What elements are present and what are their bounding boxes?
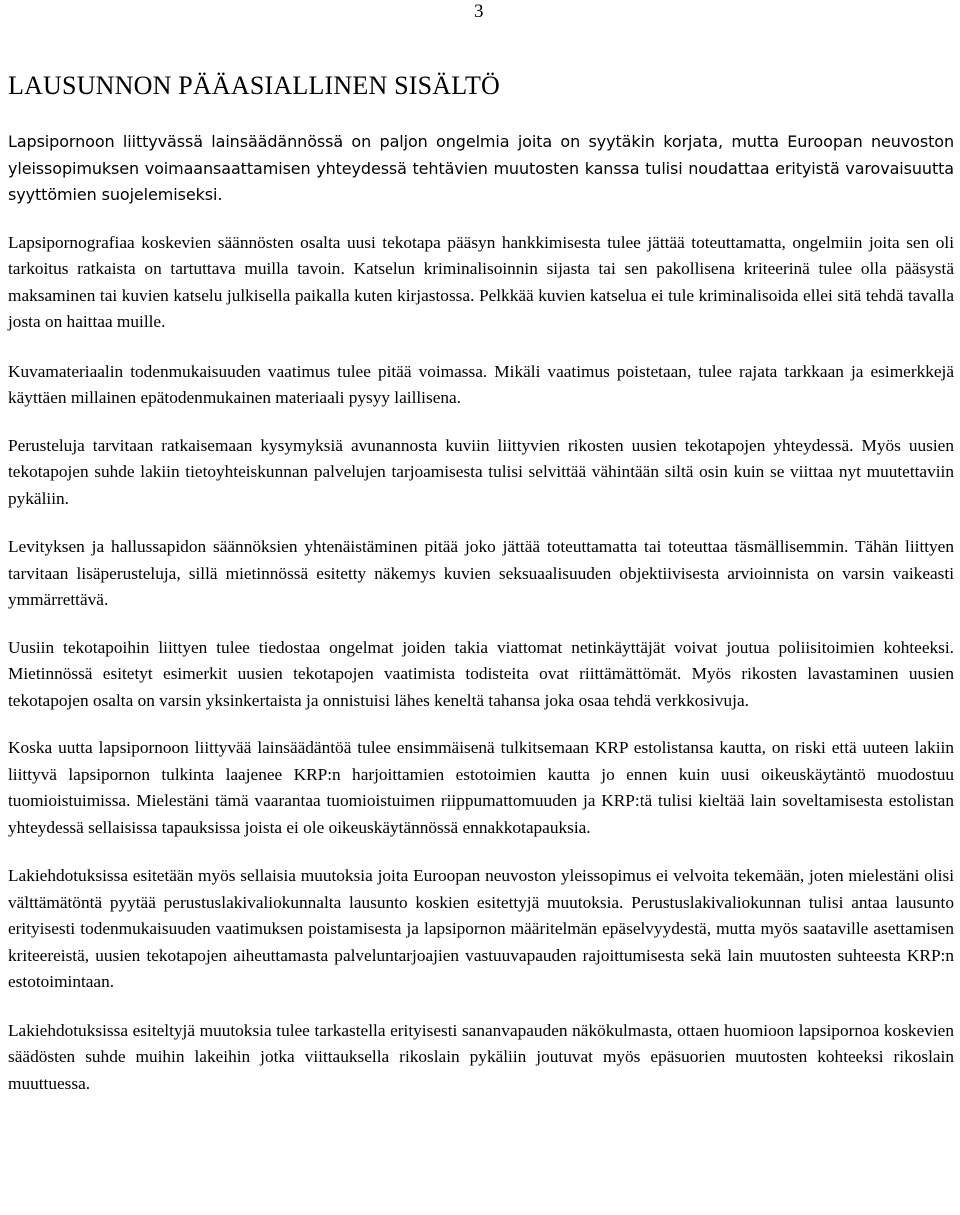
paragraph-distribution-possession: Levityksen ja hallussapidon säännöksien yhtenäistäminen pitää joko jättää toteuttamatta tai toteuttaa täsmällisemmin. Tähän liittyen tarvitaan lisäperusteluja, sillä mietinnössä esitetty näkemys kuvien seksuaalisuuden objektiivisesta arvioinnista on varsin vaikeasti ymmärrettävä. (8, 537, 954, 609)
section-heading: LAUSUNNON PÄÄASIALLINEN SISÄLTÖ (8, 71, 501, 100)
paragraph-realism-requirement: Kuvamateriaalin todenmukaisuuden vaatimus tulee pitää voimassa. Mikäli vaatimus poistetaan, tulee rajata tarkkaan ja esimerkkejä käyttäen millainen epätodenmukainen materiaali pysyy laillisena. (8, 361, 954, 407)
paragraph-freedom-of-speech: Lakiehdotuksissa esiteltyjä muutoksia tulee tarkastella erityisesti sananvapauden näkökulmasta, ottaen huomioon lapsipornoa koskevien säädösten suhde muihin lakeihin jotka viittauksella rikoslain pykäliin joutuvat myös epäsuorien muutosten kohteeksi rikoslain muuttuessa. (8, 1020, 954, 1093)
document-content (8, 68, 954, 1097)
paragraph-new-methods-problems: Uusiin tekotapoihin liittyen tulee tiedostaa ongelmat joiden takia viattomat netinkäyttäjät voivat joutua poliisitoimien kohteeksi. Mietinnössä esitetyt esimerkit uusien tekotapojen vaatimista todisteita ovat riittämättömät. Myös rikosten lavastaminen uusien tekotapojen osalta on varsin yksinkertaista ja onnistuisi lähes keneltä tahansa joka osaa tehdä verkkosivuja. (8, 637, 954, 710)
paragraph-intro: Lapsipornoon liittyvässä lainsäädännössä on paljon ongelmia joita on syytäkin korjata, mutta Euroopan neuvoston yleissopimuksen voimaansaattamisen yhteydessä tehtävien muutosten kanssa tulisi noudattaa erityistä varovaisuutta syyttömien suojelemiseksi. (8, 132, 954, 204)
paragraph-pornography-provisions: Lapsipornografiaa koskevien säännösten osalta uusi tekotapa pääsyn hankkimisesta tulee jättää toteuttamatta, ongelmiin joita sen oli tarkoitus ratkaista on tartuttava muilla tavoin. Katselun kriminalisoinnin sijasta tai sen pakollisena kriteerinä tulee olla pääsystä maksaminen tai kuvien katselu julkisella paikalla kuten kirjastossa. Pelkkää kuvien katselua ei tule kriminalisoida ellei sitä tehdä tavalla josta on haittaa muille. (8, 232, 954, 331)
paragraph-aiding-justifications: Perusteluja tarvitaan ratkaisemaan kysymyksiä avunannosta kuviin liittyvien rikosten uusien tekotapojen yhteydessä. Myös uusien tekotapojen suhde lakiin tietoyhteiskunnan palvelujen tarjoamisesta tulisi selvittää vähintään siltä osin kuin se viittaa nyt muutettaviin pykäliin. (8, 435, 954, 508)
page-number: 3 (474, 1, 484, 22)
paragraph-constitutional-committee: Lakiehdotuksissa esitetään myös sellaisia muutoksia joita Euroopan neuvoston yleissopimus ei velvoita tekemään, joten mielestäni olisi välttämätöntä pyytää perustuslakivaliokunnalta lausunto koskien esitettyjä muutoksia. Perustuslakivaliokunnan tulisi antaa lausunto erityisesti todenmukaisuuden vaatimuksen poistamisesta ja lapsipornon määritelmän epäselvyydestä, mutta myös saataville asettamisen kriteereistä, uusien tekotapojen aiheuttamasta palveluntarjoajien vastuuvapauden rajoittumisesta sekä lain muutosten suhteesta KRP:n estotoimintaan. (8, 866, 954, 991)
paragraph-krp-blocklist: Koska uutta lapsipornoon liittyvää lainsäädäntöä tulee ensimmäisenä tulkitsemaan KRP estolistansa kautta, on riski että uuteen lakiin liittyvä lapsipornon tulkinta laajenee KRP:n harjoittamien estotoimien kautta jo ennen kuin uusi oikeuskäytäntö muodostuu tuomioistuimissa. Mielestäni tämä vaarantaa tuomioistuimen riippumattomuuden ja KRP:tä tulisi kieltää lain soveltamisesta estolistan yhteydessä sellaisissa tapauksissa joista ei ole oikeuskäytännössä ennakkotapauksia. (8, 738, 954, 837)
